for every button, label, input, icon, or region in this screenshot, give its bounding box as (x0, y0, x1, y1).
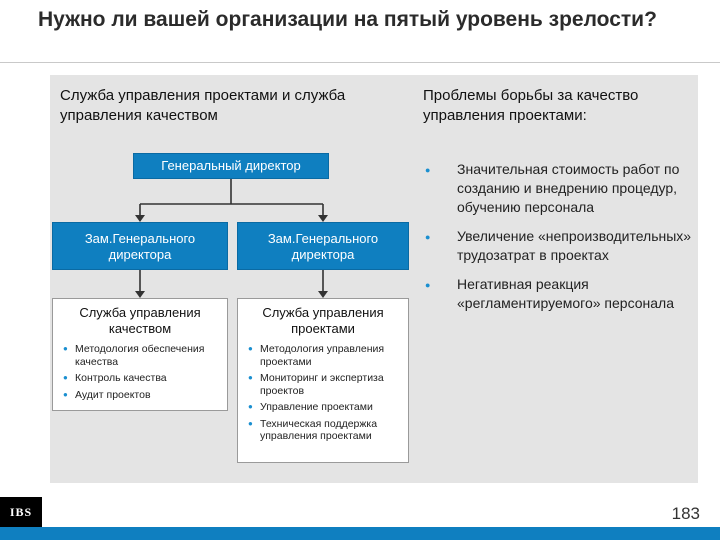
quality-service-list (53, 343, 227, 401)
project-service-list (238, 343, 408, 443)
project-service-title: Служба управления проектами (262, 305, 384, 336)
general-director-box: Генеральный директор (133, 153, 329, 179)
footer-bar (0, 527, 720, 540)
arrow-service-2 (318, 291, 328, 298)
list-item: ● Управление проектами (248, 401, 404, 414)
problem-item: ● Негативная реакция «регламентируемого» персонала (423, 275, 693, 313)
list-item: ● Мониторинг и экспертиза проектов (248, 372, 404, 397)
ibs-logo: IBS (0, 497, 42, 527)
problem-item: ● Увеличение «непроизводительных» трудозатрат в проектах (423, 227, 693, 265)
arrow-deputy-1 (135, 215, 145, 222)
org-chart-heading: Служба управления проектами и служба управления качеством (60, 87, 346, 124)
quality-service-title: Служба управления качеством (79, 305, 201, 336)
page-title: Нужно ли вашей организации на пятый уровень зрелости? (38, 8, 657, 31)
problems-list (423, 160, 693, 323)
problems-heading: Проблемы борьбы за качество управления проектами: (423, 87, 639, 124)
deputy-director-box-2: Зам.Генерального директора (237, 222, 409, 270)
page-number: 183 (671, 504, 700, 523)
arrow-deputy-2 (318, 215, 328, 222)
list-item: ● Методология обеспечения качества (63, 343, 223, 368)
project-service-box (237, 298, 409, 463)
list-item: ● Техническая поддержка управления проектами (248, 418, 404, 443)
list-item: ● Методология управления проектами (248, 343, 404, 368)
problem-item: ● Значительная стоимость работ по созданию и внедрению процедур, обучению персонала (423, 160, 693, 217)
list-item: ● Аудит проектов (63, 389, 223, 402)
quality-service-box (52, 298, 228, 411)
arrow-service-1 (135, 291, 145, 298)
deputy-director-box-1: Зам.Генерального директора (52, 222, 228, 270)
list-item: ● Контроль качества (63, 372, 223, 385)
